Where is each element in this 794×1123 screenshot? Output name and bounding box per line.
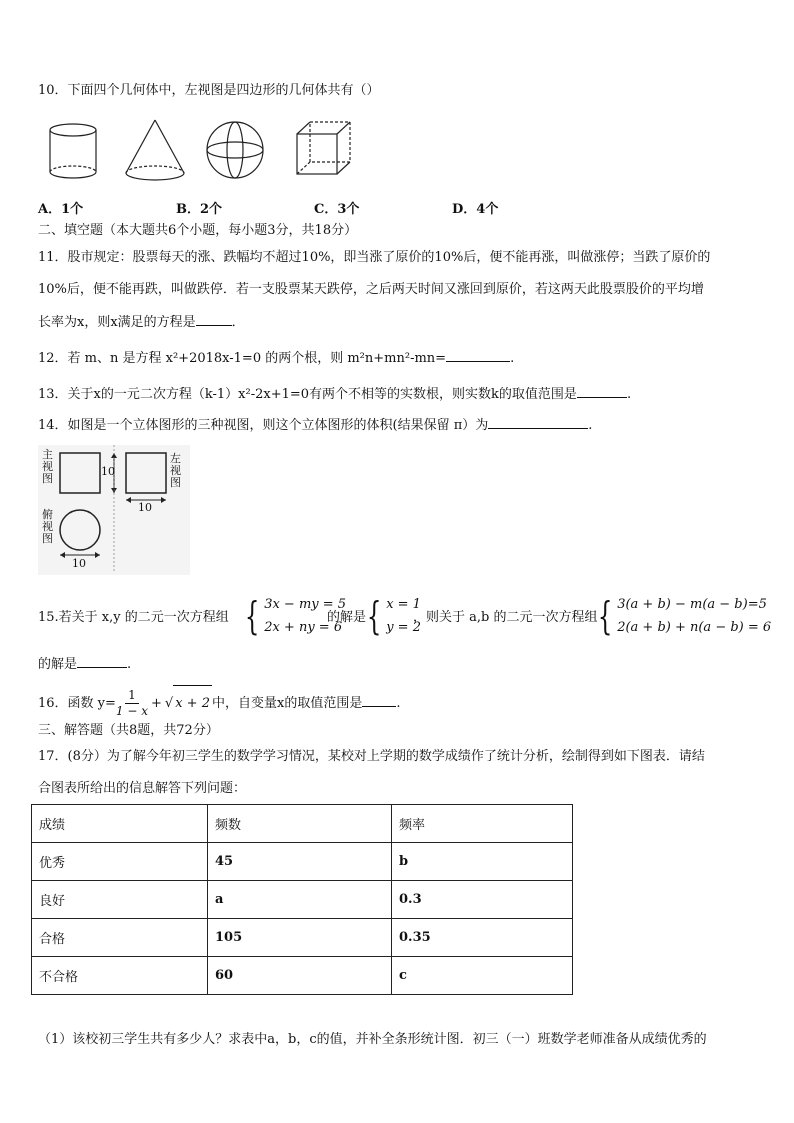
q12-line [38,349,514,368]
q13-text: 13．关于x的一元二次方程（k-1）x²-2x+1=0有两个不相等的实数根，则实数k的取值范围是 [38,387,577,402]
table-cell: c [392,957,573,995]
q14-text: 14．如图是一个立体图形的三种视图，则这个立体图形的体积(结果保留 π）为 [38,418,489,433]
q16-line [38,685,400,722]
q12-answer-blank[interactable] [446,349,510,362]
section3-heading: 三、解答题（共8题，共72分） [38,723,219,738]
q15-sys3-eq2: 2(a + b) + n(a − b) = 6 [617,620,772,635]
solid-figures [40,118,370,190]
front-view-label: 主视图 [42,448,53,485]
q16-numerator: 1 [125,688,139,704]
q13-answer-blank[interactable] [577,385,627,398]
left-view-label: 左视图 [170,452,181,489]
three-view-figure [38,445,190,575]
q10-option-a: A．1个 [38,202,84,217]
q15-sys1-eq2: 2x + ny = 6 [264,620,343,635]
section2-heading: 二、填空题（本大题共6个小题，每小题3分，共18分） [38,223,358,238]
q11-line3 [38,313,245,332]
q10-text: 10．下面四个几何体中，左视图是四边形的几何体共有（） [38,83,380,98]
sphere-icon [207,122,263,178]
q14-line [38,416,592,435]
top-view-label: 俯视图 [42,508,53,545]
table-row [32,919,573,957]
cylinder-icon [50,124,96,178]
table-cell: 优秀 [32,843,208,881]
q15-sys1-eq1: 3x − my = 5 [264,597,347,612]
dim-width-left-label: 10 [138,501,152,514]
table-cell: 105 [208,919,392,957]
cube-icon [297,122,350,174]
q16-fraction [116,688,148,719]
q12-end: . [510,351,515,366]
q11-line1: 11．股市规定：股票每天的涨、跌幅均不超过10%，即当涨了原价的10%后，便不能再涨，叫做涨停；当跌了原价的 [38,250,711,265]
q15-pre: 15.若关于 x,y 的二元一次方程组 [38,610,229,625]
table-header-cell: 频数 [208,805,392,843]
q15-end: . [127,657,132,672]
q15-line2 [38,655,131,674]
q10-option-d: D．4个 [452,202,499,217]
cone-icon [126,120,184,180]
q13-end: . [626,387,632,402]
table-row [32,881,573,919]
q16-answer-blank[interactable] [362,694,396,707]
q15-line2-text: 的解是 [38,657,78,672]
q16-denominator: 1 − x [115,704,149,718]
dim-height-label: 10 [101,465,115,478]
q11-line3-text: 长率为x，则x满足的方程是 [38,315,196,330]
q11-end: ． [231,315,245,330]
q16-radicand: x + 2 [173,685,212,722]
table-header-cell: 频率 [392,805,573,843]
table-cell: a [208,881,392,919]
q16-plus: + [151,696,162,711]
table-cell: b [392,843,573,881]
table-header-cell: 成绩 [32,805,208,843]
q12-text: 12．若 m、n 是方程 x²+2018x-1=0 的两个根，则 m²n+mn²-mn= [38,351,447,366]
left-brace-icon: { [366,594,382,638]
table-cell: 不合格 [32,957,208,995]
dim-width-top-label: 10 [72,557,86,570]
q15-mid: 的解是 [327,610,367,625]
q11-line2: 10%后，便不能再跌，叫做跌停．若一支股票某天跌停，之后两天时间又涨回到原价，若这两天此股票股价的平均增 [38,282,704,297]
q11-answer-blank[interactable] [196,313,232,326]
left-brace-icon: { [597,594,613,638]
q15-sys2-eq1: x = 1 [386,597,421,612]
table-row [32,957,573,995]
q17-line1: 17．(8分）为了解今年初三学生的数学学习情况，某校对上学期的数学成绩作了统计分析，绘制得到如下图表．请结 [38,749,705,764]
q17-frequency-table [31,804,573,995]
q16-end: . [396,696,401,711]
q17-line2: 合图表所给出的信息解答下列问题： [38,781,247,796]
q16-pre: 16．函数 y= [38,696,116,711]
q15-system3 [593,593,771,639]
q13-line [38,385,631,404]
table-cell: 60 [208,957,392,995]
q15-sys3-eq1: 3(a + b) − m(a − b)=5 [617,597,767,612]
q14-end: . [588,418,593,433]
table-cell: 0.3 [392,881,573,919]
q15-sys2-eq2: y = 2 [386,620,421,635]
sqrt-icon: √ [164,696,174,711]
table-cell: 0.35 [392,919,573,957]
left-brace-icon: { [244,594,260,638]
q15-mid2: ，则关于 a,b 的二元一次方程组 [413,610,598,625]
q10-option-c: C．3个 [314,202,360,217]
q17-sub1: （1）该校初三学生共有多少人？求表中a，b，c的值，并补全条形统计图．初三（一）班数学老师准备从成绩优秀的 [38,1032,707,1047]
q14-answer-blank[interactable] [488,416,588,429]
table-header-row [32,805,573,843]
table-cell: 合格 [32,919,208,957]
q15-answer-blank[interactable] [77,655,127,668]
table-row [32,843,573,881]
q10-option-b: B．2个 [176,202,223,217]
q16-post: 中，自变量x的取值范围是 [211,696,363,711]
table-cell: 45 [208,843,392,881]
table-cell: 良好 [32,881,208,919]
